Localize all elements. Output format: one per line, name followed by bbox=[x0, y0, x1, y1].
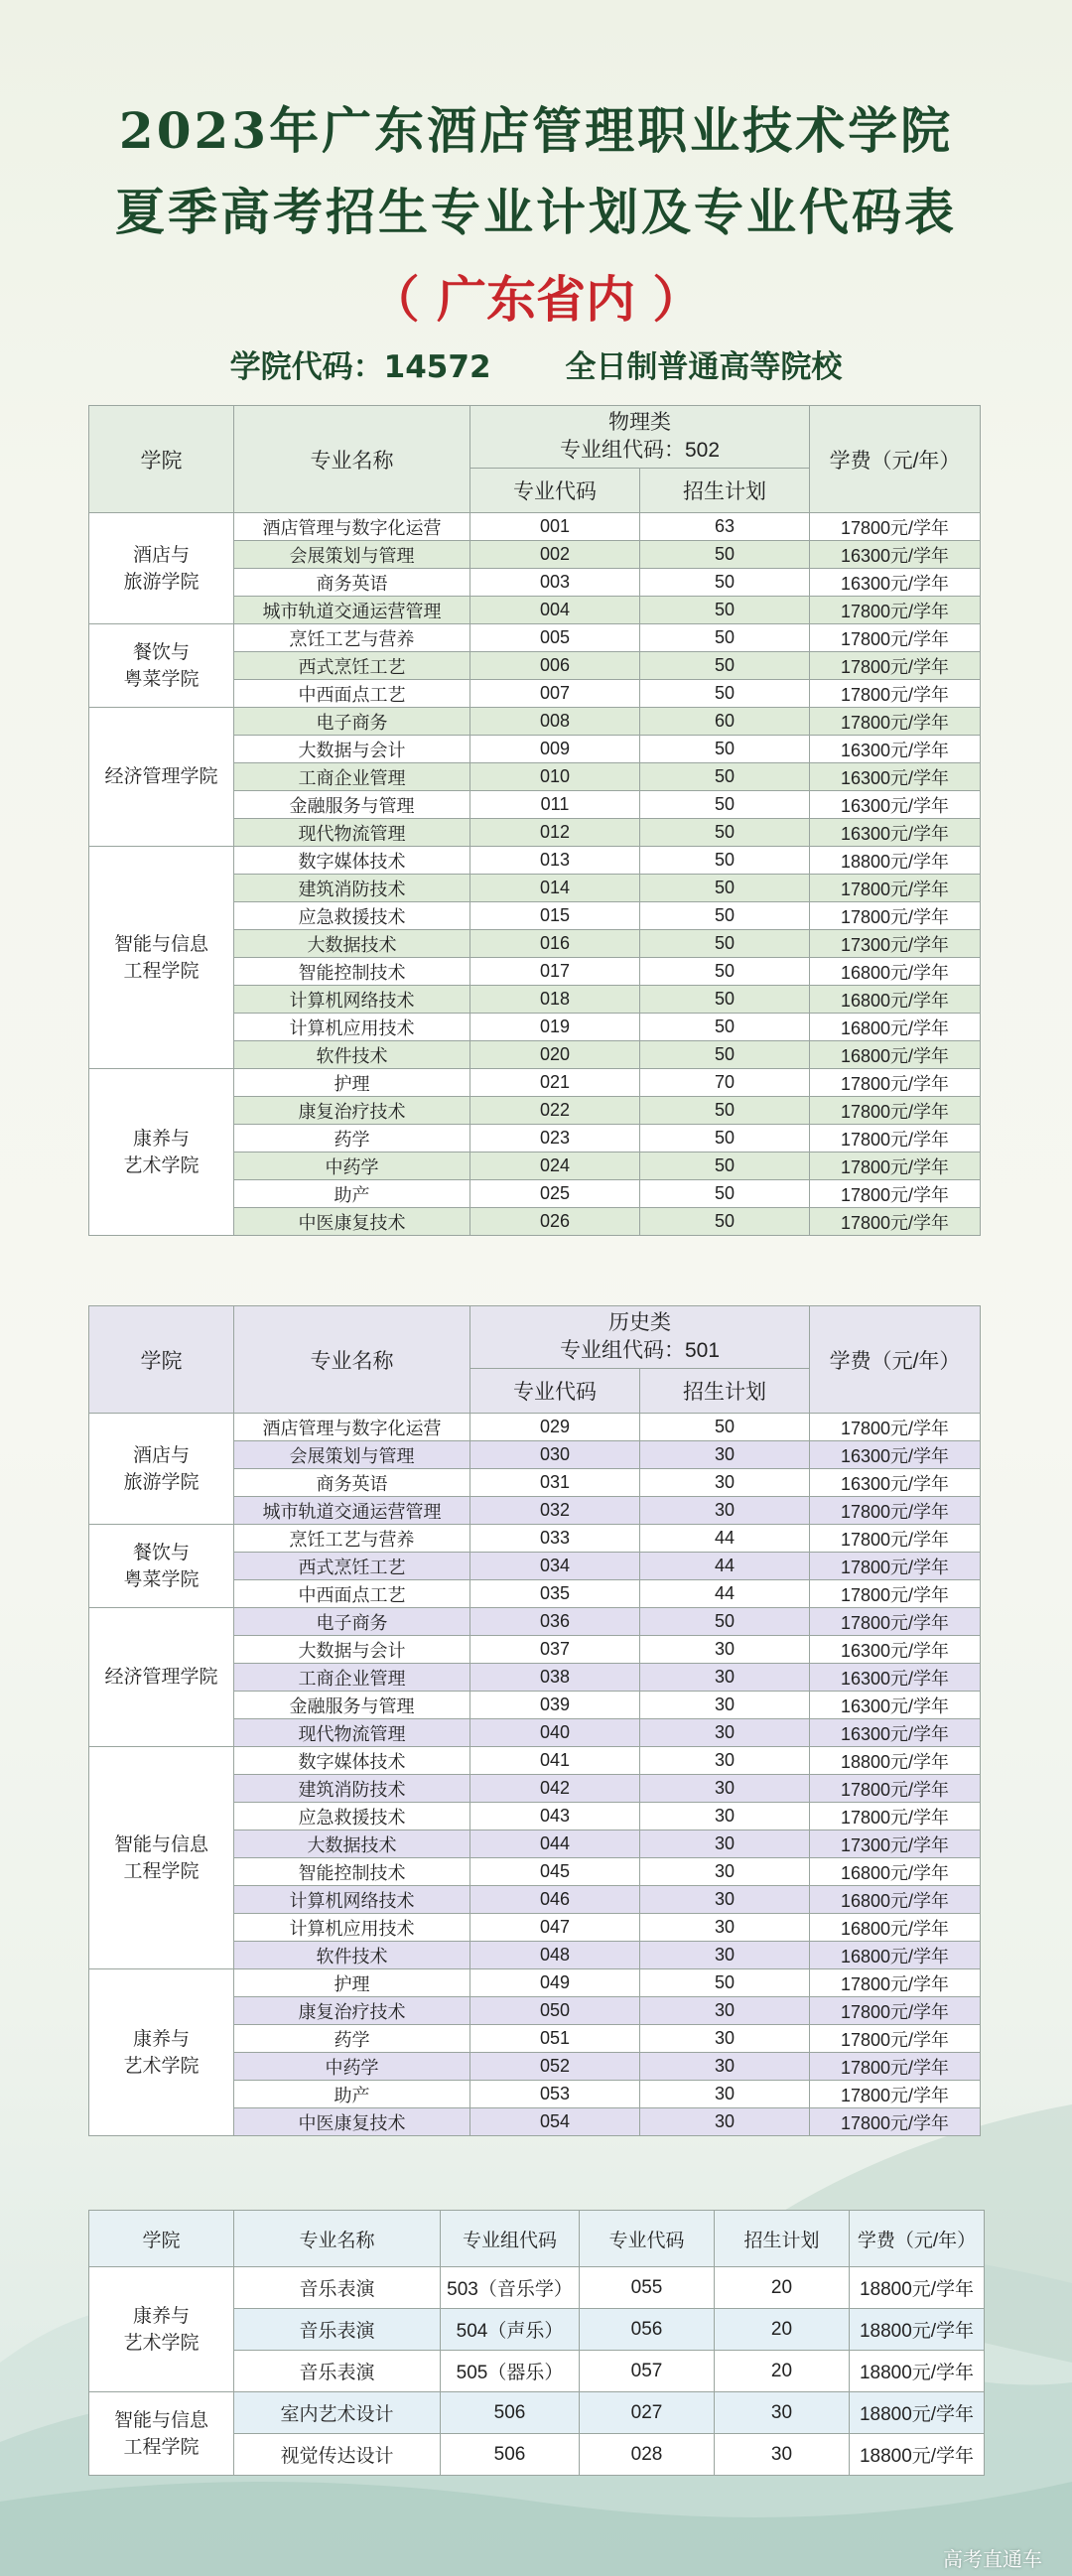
fee-cell: 17800元/学年 bbox=[810, 1553, 981, 1580]
code-cell: 020 bbox=[470, 1041, 640, 1069]
header-college: 学院 bbox=[89, 1306, 234, 1414]
fee-cell: 18800元/学年 bbox=[810, 847, 981, 875]
college-cell: 餐饮与 粤菜学院 bbox=[89, 624, 234, 708]
fee-cell: 17800元/学年 bbox=[810, 1997, 981, 2025]
fee-cell: 17800元/学年 bbox=[810, 1775, 981, 1803]
header-code: 专业代码 bbox=[580, 2211, 715, 2267]
fee-cell: 17800元/学年 bbox=[810, 902, 981, 930]
major-cell: 药学 bbox=[234, 2025, 470, 2053]
plan-cell: 30 bbox=[640, 1747, 810, 1775]
fee-cell: 17800元/学年 bbox=[810, 2025, 981, 2053]
plan-cell: 50 bbox=[640, 652, 810, 680]
major-cell: 大数据技术 bbox=[234, 1830, 470, 1858]
major-cell: 中西面点工艺 bbox=[234, 1580, 470, 1608]
code-cell: 033 bbox=[470, 1525, 640, 1553]
fee-cell: 17800元/学年 bbox=[810, 708, 981, 736]
fee-cell: 16300元/学年 bbox=[810, 736, 981, 763]
major-cell: 电子商务 bbox=[234, 708, 470, 736]
college-cell: 酒店与 旅游学院 bbox=[89, 513, 234, 624]
college-cell: 康养与 艺术学院 bbox=[89, 1069, 234, 1236]
major-cell: 音乐表演 bbox=[234, 2267, 441, 2309]
group-name: 物理类 bbox=[608, 411, 671, 434]
group-code: 专业组代码：501 bbox=[559, 1339, 721, 1362]
table-row bbox=[89, 1069, 981, 1097]
fee-cell: 16800元/学年 bbox=[810, 1914, 981, 1942]
code-cell: 016 bbox=[470, 930, 640, 958]
plan-cell: 50 bbox=[640, 736, 810, 763]
major-cell: 建筑消防技术 bbox=[234, 875, 470, 902]
major-cell: 护理 bbox=[234, 1969, 470, 1997]
code-cell: 038 bbox=[470, 1664, 640, 1692]
plan-cell: 20 bbox=[715, 2351, 850, 2392]
code-cell: 013 bbox=[470, 847, 640, 875]
plan-cell: 30 bbox=[640, 1636, 810, 1664]
fee-cell: 18800元/学年 bbox=[850, 2267, 985, 2309]
header-major: 专业名称 bbox=[234, 1306, 470, 1414]
code-cell: 017 bbox=[470, 958, 640, 986]
major-cell: 烹饪工艺与营养 bbox=[234, 624, 470, 652]
art-plan-table bbox=[88, 2210, 985, 2476]
plan-cell: 30 bbox=[640, 1441, 810, 1469]
fee-cell: 16800元/学年 bbox=[810, 1041, 981, 1069]
code-cell: 028 bbox=[580, 2434, 715, 2476]
fee-cell: 17800元/学年 bbox=[810, 680, 981, 708]
group-cell: 503（音乐学） bbox=[441, 2267, 580, 2309]
code-cell: 011 bbox=[470, 791, 640, 819]
school-type: 全日制普通高等院校 bbox=[565, 349, 843, 385]
fee-cell: 17800元/学年 bbox=[810, 2081, 981, 2108]
plan-cell: 30 bbox=[640, 1914, 810, 1942]
plan-cell: 50 bbox=[640, 1041, 810, 1069]
group-cell: 506 bbox=[441, 2434, 580, 2476]
major-cell: 城市轨道交通运营管理 bbox=[234, 597, 470, 624]
college-code-line bbox=[0, 341, 1072, 386]
plan-cell: 50 bbox=[640, 1125, 810, 1152]
table-row bbox=[89, 1414, 981, 1441]
group-cell: 506 bbox=[441, 2392, 580, 2434]
major-cell: 现代物流管理 bbox=[234, 819, 470, 847]
code-cell: 004 bbox=[470, 597, 640, 624]
fee-cell: 17800元/学年 bbox=[810, 597, 981, 624]
table-row bbox=[89, 1525, 981, 1553]
code-cell: 048 bbox=[470, 1942, 640, 1969]
header-plan: 招生计划 bbox=[640, 1369, 810, 1414]
plan-cell: 30 bbox=[640, 1469, 810, 1497]
table-row bbox=[89, 624, 981, 652]
code-cell: 047 bbox=[470, 1914, 640, 1942]
header-major: 专业名称 bbox=[234, 406, 470, 513]
major-cell: 大数据与会计 bbox=[234, 736, 470, 763]
fee-cell: 17300元/学年 bbox=[810, 1830, 981, 1858]
code-cell: 014 bbox=[470, 875, 640, 902]
header-college: 学院 bbox=[89, 406, 234, 513]
college-cell: 酒店与 旅游学院 bbox=[89, 1414, 234, 1525]
plan-cell: 30 bbox=[640, 1997, 810, 2025]
code-cell: 001 bbox=[470, 513, 640, 541]
code-cell: 046 bbox=[470, 1886, 640, 1914]
code-cell: 052 bbox=[470, 2053, 640, 2081]
major-cell: 计算机应用技术 bbox=[234, 1914, 470, 1942]
major-cell: 音乐表演 bbox=[234, 2309, 441, 2351]
fee-cell: 16300元/学年 bbox=[810, 569, 981, 597]
major-cell: 软件技术 bbox=[234, 1041, 470, 1069]
plan-cell: 30 bbox=[640, 1803, 810, 1830]
fee-cell: 16800元/学年 bbox=[810, 1014, 981, 1041]
code-cell: 026 bbox=[470, 1208, 640, 1236]
fee-cell: 16300元/学年 bbox=[810, 1441, 981, 1469]
plan-cell: 30 bbox=[640, 1942, 810, 1969]
code-cell: 034 bbox=[470, 1553, 640, 1580]
college-cell: 智能与信息 工程学院 bbox=[89, 847, 234, 1069]
plan-cell: 50 bbox=[640, 763, 810, 791]
fee-cell: 17800元/学年 bbox=[810, 1125, 981, 1152]
code-cell: 054 bbox=[470, 2108, 640, 2136]
code-cell: 044 bbox=[470, 1830, 640, 1858]
college-cell: 经济管理学院 bbox=[89, 1608, 234, 1747]
table-row bbox=[89, 2267, 985, 2309]
code-cell: 023 bbox=[470, 1125, 640, 1152]
fee-cell: 17800元/学年 bbox=[810, 1208, 981, 1236]
fee-cell: 17800元/学年 bbox=[810, 1608, 981, 1636]
code-cell: 030 bbox=[470, 1441, 640, 1469]
header-group-code: 专业组代码 bbox=[441, 2211, 580, 2267]
code-cell: 027 bbox=[580, 2392, 715, 2434]
table-row bbox=[89, 1747, 981, 1775]
code-cell: 055 bbox=[580, 2267, 715, 2309]
code-cell: 049 bbox=[470, 1969, 640, 1997]
header-group bbox=[470, 1306, 810, 1369]
code-cell: 032 bbox=[470, 1497, 640, 1525]
major-cell: 会展策划与管理 bbox=[234, 541, 470, 569]
plan-cell: 30 bbox=[715, 2392, 850, 2434]
code-cell: 042 bbox=[470, 1775, 640, 1803]
region-subtitle: （ 广东省内 ） bbox=[369, 270, 703, 329]
plan-cell: 50 bbox=[640, 597, 810, 624]
plan-cell: 50 bbox=[640, 569, 810, 597]
fee-cell: 16300元/学年 bbox=[810, 1636, 981, 1664]
major-cell: 会展策划与管理 bbox=[234, 1441, 470, 1469]
code-cell: 041 bbox=[470, 1747, 640, 1775]
fee-cell: 17300元/学年 bbox=[810, 930, 981, 958]
code-cell: 057 bbox=[580, 2351, 715, 2392]
major-cell: 酒店管理与数字化运营 bbox=[234, 513, 470, 541]
major-cell: 工商企业管理 bbox=[234, 1664, 470, 1692]
code-cell: 008 bbox=[470, 708, 640, 736]
plan-cell: 30 bbox=[640, 1858, 810, 1886]
major-cell: 药学 bbox=[234, 1125, 470, 1152]
major-cell: 西式烹饪工艺 bbox=[234, 652, 470, 680]
fee-cell: 17800元/学年 bbox=[810, 1180, 981, 1208]
code-cell: 031 bbox=[470, 1469, 640, 1497]
code-cell: 039 bbox=[470, 1692, 640, 1719]
code-cell: 019 bbox=[470, 1014, 640, 1041]
code-cell: 056 bbox=[580, 2309, 715, 2351]
code-cell: 022 bbox=[470, 1097, 640, 1125]
table-row bbox=[89, 708, 981, 736]
major-cell: 中医康复技术 bbox=[234, 1208, 470, 1236]
major-cell: 烹饪工艺与营养 bbox=[234, 1525, 470, 1553]
fee-cell: 17800元/学年 bbox=[810, 1803, 981, 1830]
fee-cell: 16800元/学年 bbox=[810, 1942, 981, 1969]
plan-cell: 30 bbox=[640, 2025, 810, 2053]
page-title-line1: 2023年广东酒店管理职业技术学院 bbox=[118, 101, 954, 160]
fee-cell: 17800元/学年 bbox=[810, 652, 981, 680]
fee-cell: 17800元/学年 bbox=[810, 875, 981, 902]
fee-cell: 16800元/学年 bbox=[810, 1886, 981, 1914]
major-cell: 智能控制技术 bbox=[234, 958, 470, 986]
group-name: 历史类 bbox=[608, 1311, 671, 1334]
fee-cell: 17800元/学年 bbox=[810, 1414, 981, 1441]
table-row bbox=[89, 513, 981, 541]
table-row bbox=[89, 1969, 981, 1997]
header-code: 专业代码 bbox=[470, 1369, 640, 1414]
code-cell: 025 bbox=[470, 1180, 640, 1208]
plan-cell: 50 bbox=[640, 1414, 810, 1441]
plan-cell: 30 bbox=[640, 1886, 810, 1914]
code-cell: 024 bbox=[470, 1152, 640, 1180]
plan-cell: 30 bbox=[640, 2053, 810, 2081]
code-cell: 009 bbox=[470, 736, 640, 763]
code-cell: 012 bbox=[470, 819, 640, 847]
major-cell: 酒店管理与数字化运营 bbox=[234, 1414, 470, 1441]
plan-cell: 50 bbox=[640, 1180, 810, 1208]
code-cell: 051 bbox=[470, 2025, 640, 2053]
header-fee: 学费（元/年） bbox=[810, 406, 981, 513]
plan-cell: 30 bbox=[640, 1719, 810, 1747]
code-cell: 018 bbox=[470, 986, 640, 1014]
history-plan-table bbox=[88, 1305, 981, 2136]
table-row bbox=[89, 1608, 981, 1636]
major-cell: 应急救援技术 bbox=[234, 1803, 470, 1830]
plan-cell: 70 bbox=[640, 1069, 810, 1097]
college-cell: 智能与信息 工程学院 bbox=[89, 1747, 234, 1969]
group-cell: 504（声乐） bbox=[441, 2309, 580, 2351]
plan-cell: 30 bbox=[640, 1664, 810, 1692]
header-major: 专业名称 bbox=[234, 2211, 441, 2267]
fee-cell: 17800元/学年 bbox=[810, 1969, 981, 1997]
fee-cell: 17800元/学年 bbox=[810, 2108, 981, 2136]
plan-cell: 50 bbox=[640, 680, 810, 708]
plan-cell: 50 bbox=[640, 930, 810, 958]
physics-table-body bbox=[89, 513, 981, 1236]
fee-cell: 16300元/学年 bbox=[810, 1719, 981, 1747]
code-cell: 003 bbox=[470, 569, 640, 597]
fee-cell: 18800元/学年 bbox=[850, 2309, 985, 2351]
fee-cell: 17800元/学年 bbox=[810, 1152, 981, 1180]
history-table-body bbox=[89, 1414, 981, 2136]
major-cell: 音乐表演 bbox=[234, 2351, 441, 2392]
plan-cell: 44 bbox=[640, 1525, 810, 1553]
college-code: 学院代码：14572 bbox=[229, 349, 491, 385]
major-cell: 城市轨道交通运营管理 bbox=[234, 1497, 470, 1525]
fee-cell: 17800元/学年 bbox=[810, 624, 981, 652]
major-cell: 大数据与会计 bbox=[234, 1636, 470, 1664]
fee-cell: 16800元/学年 bbox=[810, 986, 981, 1014]
major-cell: 应急救援技术 bbox=[234, 902, 470, 930]
plan-cell: 50 bbox=[640, 1014, 810, 1041]
header-fee: 学费（元/年） bbox=[810, 1306, 981, 1414]
fee-cell: 18800元/学年 bbox=[850, 2434, 985, 2476]
plan-cell: 63 bbox=[640, 513, 810, 541]
college-cell: 餐饮与 粤菜学院 bbox=[89, 1525, 234, 1608]
plan-cell: 30 bbox=[640, 2108, 810, 2136]
plan-cell: 50 bbox=[640, 875, 810, 902]
major-cell: 室内艺术设计 bbox=[234, 2392, 441, 2434]
table-row bbox=[89, 847, 981, 875]
fee-cell: 16300元/学年 bbox=[810, 1469, 981, 1497]
plan-cell: 50 bbox=[640, 1208, 810, 1236]
plan-cell: 20 bbox=[715, 2309, 850, 2351]
group-cell: 505（器乐） bbox=[441, 2351, 580, 2392]
code-cell: 007 bbox=[470, 680, 640, 708]
group-code: 专业组代码：502 bbox=[559, 439, 721, 462]
major-cell: 计算机网络技术 bbox=[234, 986, 470, 1014]
major-cell: 数字媒体技术 bbox=[234, 1747, 470, 1775]
fee-cell: 16300元/学年 bbox=[810, 1692, 981, 1719]
plan-cell: 44 bbox=[640, 1580, 810, 1608]
major-cell: 助产 bbox=[234, 1180, 470, 1208]
major-cell: 软件技术 bbox=[234, 1942, 470, 1969]
major-cell: 康复治疗技术 bbox=[234, 1097, 470, 1125]
major-cell: 中药学 bbox=[234, 1152, 470, 1180]
major-cell: 助产 bbox=[234, 2081, 470, 2108]
fee-cell: 16300元/学年 bbox=[810, 763, 981, 791]
major-cell: 中医康复技术 bbox=[234, 2108, 470, 2136]
plan-cell: 30 bbox=[640, 1775, 810, 1803]
fee-cell: 17800元/学年 bbox=[810, 1097, 981, 1125]
plan-cell: 50 bbox=[640, 791, 810, 819]
fee-cell: 16300元/学年 bbox=[810, 541, 981, 569]
code-cell: 010 bbox=[470, 763, 640, 791]
plan-cell: 30 bbox=[715, 2434, 850, 2476]
fee-cell: 17800元/学年 bbox=[810, 513, 981, 541]
plan-cell: 50 bbox=[640, 541, 810, 569]
code-cell: 043 bbox=[470, 1803, 640, 1830]
plan-cell: 30 bbox=[640, 2081, 810, 2108]
major-cell: 金融服务与管理 bbox=[234, 1692, 470, 1719]
major-cell: 工商企业管理 bbox=[234, 763, 470, 791]
major-cell: 计算机应用技术 bbox=[234, 1014, 470, 1041]
major-cell: 商务英语 bbox=[234, 1469, 470, 1497]
major-cell: 电子商务 bbox=[234, 1608, 470, 1636]
major-cell: 现代物流管理 bbox=[234, 1719, 470, 1747]
physics-plan-table bbox=[88, 405, 981, 1236]
college-cell: 康养与 艺术学院 bbox=[89, 2267, 234, 2392]
plan-cell: 20 bbox=[715, 2267, 850, 2309]
fee-cell: 16300元/学年 bbox=[810, 791, 981, 819]
header-plan: 招生计划 bbox=[640, 469, 810, 513]
major-cell: 西式烹饪工艺 bbox=[234, 1553, 470, 1580]
header-fee: 学费（元/年） bbox=[850, 2211, 985, 2267]
major-cell: 数字媒体技术 bbox=[234, 847, 470, 875]
plan-cell: 50 bbox=[640, 1969, 810, 1997]
code-cell: 035 bbox=[470, 1580, 640, 1608]
plan-cell: 30 bbox=[640, 1497, 810, 1525]
plan-cell: 60 bbox=[640, 708, 810, 736]
major-cell: 中西面点工艺 bbox=[234, 680, 470, 708]
major-cell: 护理 bbox=[234, 1069, 470, 1097]
plan-cell: 50 bbox=[640, 624, 810, 652]
college-cell: 康养与 艺术学院 bbox=[89, 1969, 234, 2136]
code-cell: 006 bbox=[470, 652, 640, 680]
fee-cell: 17800元/学年 bbox=[810, 2053, 981, 2081]
code-cell: 053 bbox=[470, 2081, 640, 2108]
college-cell: 智能与信息 工程学院 bbox=[89, 2392, 234, 2476]
major-cell: 金融服务与管理 bbox=[234, 791, 470, 819]
code-cell: 050 bbox=[470, 1997, 640, 2025]
plan-cell: 50 bbox=[640, 1608, 810, 1636]
plan-cell: 30 bbox=[640, 1692, 810, 1719]
code-cell: 029 bbox=[470, 1414, 640, 1441]
code-cell: 015 bbox=[470, 902, 640, 930]
fee-cell: 16300元/学年 bbox=[810, 1664, 981, 1692]
watermark: 高考直通车 bbox=[943, 2547, 1042, 2571]
code-cell: 036 bbox=[470, 1608, 640, 1636]
fee-cell: 17800元/学年 bbox=[810, 1069, 981, 1097]
major-cell: 中药学 bbox=[234, 2053, 470, 2081]
plan-cell: 50 bbox=[640, 847, 810, 875]
fee-cell: 18800元/学年 bbox=[850, 2351, 985, 2392]
fee-cell: 17800元/学年 bbox=[810, 1497, 981, 1525]
plan-cell: 50 bbox=[640, 958, 810, 986]
fee-cell: 16800元/学年 bbox=[810, 1858, 981, 1886]
plan-cell: 44 bbox=[640, 1553, 810, 1580]
fee-cell: 16300元/学年 bbox=[810, 819, 981, 847]
major-cell: 视觉传达设计 bbox=[234, 2434, 441, 2476]
plan-cell: 50 bbox=[640, 986, 810, 1014]
page-title-line2: 夏季高考招生专业计划及专业代码表 bbox=[115, 183, 957, 241]
major-cell: 计算机网络技术 bbox=[234, 1886, 470, 1914]
major-cell: 智能控制技术 bbox=[234, 1858, 470, 1886]
plan-cell: 50 bbox=[640, 1097, 810, 1125]
header-college: 学院 bbox=[89, 2211, 234, 2267]
fee-cell: 18800元/学年 bbox=[810, 1747, 981, 1775]
plan-cell: 50 bbox=[640, 819, 810, 847]
header-plan: 招生计划 bbox=[715, 2211, 850, 2267]
code-cell: 045 bbox=[470, 1858, 640, 1886]
code-cell: 037 bbox=[470, 1636, 640, 1664]
fee-cell: 16800元/学年 bbox=[810, 958, 981, 986]
plan-cell: 50 bbox=[640, 902, 810, 930]
fee-cell: 18800元/学年 bbox=[850, 2392, 985, 2434]
header-group bbox=[470, 406, 810, 469]
table-row bbox=[89, 2392, 985, 2434]
header-code: 专业代码 bbox=[470, 469, 640, 513]
art-table-body bbox=[89, 2267, 985, 2476]
plan-cell: 50 bbox=[640, 1152, 810, 1180]
fee-cell: 17800元/学年 bbox=[810, 1525, 981, 1553]
college-cell: 经济管理学院 bbox=[89, 708, 234, 847]
major-cell: 建筑消防技术 bbox=[234, 1775, 470, 1803]
fee-cell: 17800元/学年 bbox=[810, 1580, 981, 1608]
major-cell: 大数据技术 bbox=[234, 930, 470, 958]
plan-cell: 30 bbox=[640, 1830, 810, 1858]
code-cell: 002 bbox=[470, 541, 640, 569]
code-cell: 040 bbox=[470, 1719, 640, 1747]
major-cell: 商务英语 bbox=[234, 569, 470, 597]
major-cell: 康复治疗技术 bbox=[234, 1997, 470, 2025]
code-cell: 021 bbox=[470, 1069, 640, 1097]
code-cell: 005 bbox=[470, 624, 640, 652]
